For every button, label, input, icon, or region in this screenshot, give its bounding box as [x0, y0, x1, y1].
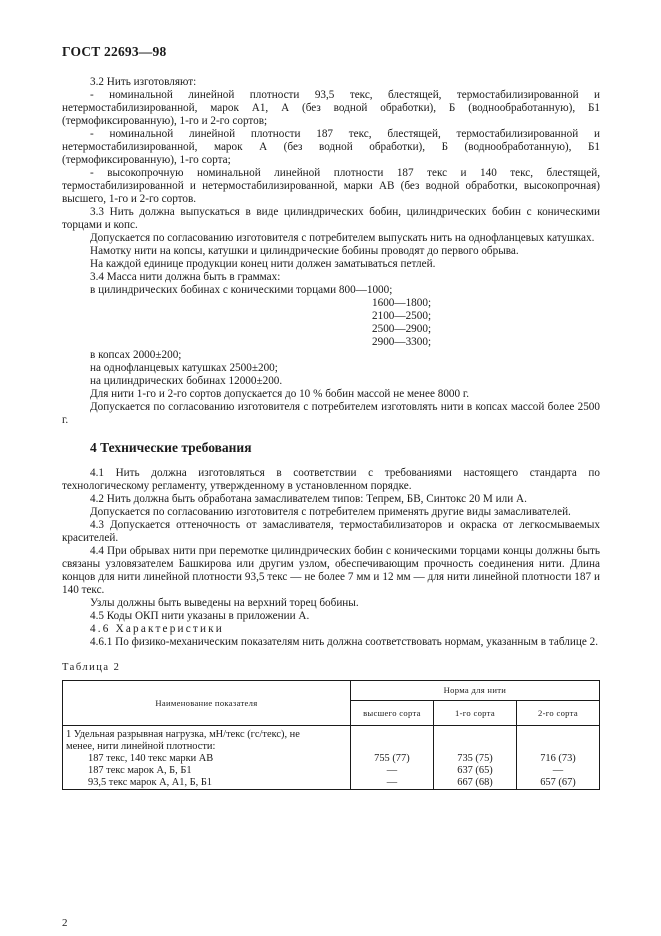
para-3-2-a: - номинальной линейной плотности 93,5 текс, блестящей, термостабилизированной и нетермостабилизированной, марок А1, А (без водной обработки), Б (водноoбработанную), Б1 (термофиксированную), 1-го и 2-го сортов; — [62, 89, 600, 127]
value-cell-top — [350, 726, 433, 790]
cell-value: 637 (65) — [457, 765, 493, 776]
mass-values — [62, 297, 600, 349]
para-3-4-c: на однофланцевых катушках 2500±200; — [90, 362, 278, 374]
para-4-6-1: 4.6.1 По физико-механическим показателям нить должна соответствовать нормам, указанным в таблице 2. — [90, 636, 598, 648]
row-item-label: 187 текс марок А, Б, Б1 — [88, 765, 192, 776]
cell-value: 657 (67) — [540, 777, 576, 788]
row-name-cell — [63, 726, 351, 790]
para-3-4: 3.4 Масса нити должна быть в граммах: — [90, 271, 281, 283]
row-item-label: 187 текс, 140 текс марки АВ — [88, 753, 214, 764]
mass-value: 2900—3300; — [372, 336, 432, 348]
section-4-title: 4 Технические требования — [90, 440, 252, 455]
mass-value: 2100—2500; — [372, 310, 432, 322]
document-header: ГОСТ 22693—98 — [62, 44, 167, 59]
table-caption: Таблица 2 — [62, 662, 121, 673]
row-item-label: 93,5 текс марок А, А1, Б, Б1 — [88, 777, 213, 788]
cell-value: — — [386, 777, 398, 788]
para-4-6: 4.6 Характеристики — [90, 623, 224, 635]
col-header-grade: высшего сорта — [350, 701, 433, 726]
cell-value: — — [552, 765, 564, 776]
table-row — [63, 726, 600, 790]
value-cell-second — [516, 726, 599, 790]
row-name-line: 1 Удельная разрывная нагрузка, мН/текс (гс/текс), не — [66, 729, 300, 740]
mass-value: 1600—1800; — [372, 297, 432, 309]
mass-value: 2500—2900; — [372, 323, 432, 335]
para-4-2: 4.2 Нить должна быть обработана замасливателем типов: Тепрем, БВ, Синтокс 20 М или А. — [90, 493, 527, 505]
para-3-3-c: На каждой единице продукции конец нити должен заматываться петлей. — [90, 258, 436, 270]
cell-value: 735 (75) — [457, 753, 493, 764]
table-2 — [62, 680, 600, 790]
para-3-4-d: на цилиндрических бобинах 12000±200. — [90, 375, 283, 387]
row-name-line: менее, нити линейной плотности: — [66, 741, 216, 752]
para-3-2-c: - высокопрочную номинальной линейной плотности 187 текс и 140 текс, блестящей, термостабилизированной и нетермостабилизированной, марки АВ (без водной обработки, высокопрочная) высшего, 1-го и 2-го сортов. — [62, 167, 600, 205]
col-header-name: Наименование показателя — [63, 681, 351, 726]
cell-value: 716 (73) — [540, 753, 576, 764]
value-cell-first — [434, 726, 517, 790]
col-header-grade: 2-го сорта — [516, 701, 599, 726]
para-3-2: 3.2 Нить изготовляют: — [90, 76, 197, 88]
para-3-4-b: в копсах 2000±200; — [90, 349, 182, 361]
cell-value: 667 (68) — [457, 777, 493, 788]
para-4-5: 4.5 Коды ОКП нити указаны в приложении А. — [90, 610, 310, 622]
para-4-3: 4.3 Допускается оттеночность от замасливателя, термостабилизаторов и окраска от легкосмываемых красителей. — [62, 519, 600, 544]
para-3-3-a: Допускается по согласованию изготовителя с потребителем выпускать нить на однофланцевых катушках. — [90, 232, 595, 244]
para-4-4-a: Узлы должны быть выведены на верхний торец бобины. — [90, 597, 359, 609]
para-3-2-b: - номинальной линейной плотности 187 текс, блестящей, термостабилизированной и нетермостабилизированной, марок А (без водной обработки), Б (водноoбработанную), Б1 (термофиксированную), 1-го сорта; — [62, 128, 600, 166]
para-3-4-a: в цилиндрических бобинах с коническими торцами 800—1000; — [90, 284, 393, 296]
para-4-1: 4.1 Нить должна изготовляться в соответствии с требованиями настоящего стандарта по технологическому регламенту, утвержденному в установленном порядке. — [62, 467, 600, 492]
page-number: 2 — [62, 917, 68, 929]
cell-value: — — [386, 765, 398, 776]
para-3-4-f: Допускается по согласованию изготовителя с потребителем изготовлять нити в копсах массой более 2500 г. — [62, 401, 600, 426]
para-4-2-a: Допускается по согласованию изготовителя с потребителем применять другие виды замасливателей. — [90, 506, 571, 518]
cell-value: 755 (77) — [374, 753, 410, 764]
page-body — [62, 76, 600, 790]
col-header-grade: 1-го сорта — [434, 701, 517, 726]
para-4-4: 4.4 При обрывах нити при перемотке цилиндрических бобин с коническими торцами концы должны быть связаны узловязателем Башкирова или другим узлом, обеспечивающим прочность соединения нити. Длина концов для нити линейной плотности 93,5 текс — не более 7 мм и 12 мм — для нити линейной плотности 187 и 140 текс. — [62, 545, 600, 596]
para-3-3-b: Намотку нити на копсы, катушки и цилиндрические бобины проводят до первого обрыва. — [90, 245, 519, 257]
para-3-4-e: Для нити 1-го и 2-го сортов допускается до 10 % бобин массой не менее 8000 г. — [90, 388, 470, 400]
col-header-norm: Норма для нити — [350, 681, 599, 701]
para-3-3: 3.3 Нить должна выпускаться в виде цилиндрических бобин, цилиндрических бобин с коническими торцами и копс. — [62, 206, 600, 231]
